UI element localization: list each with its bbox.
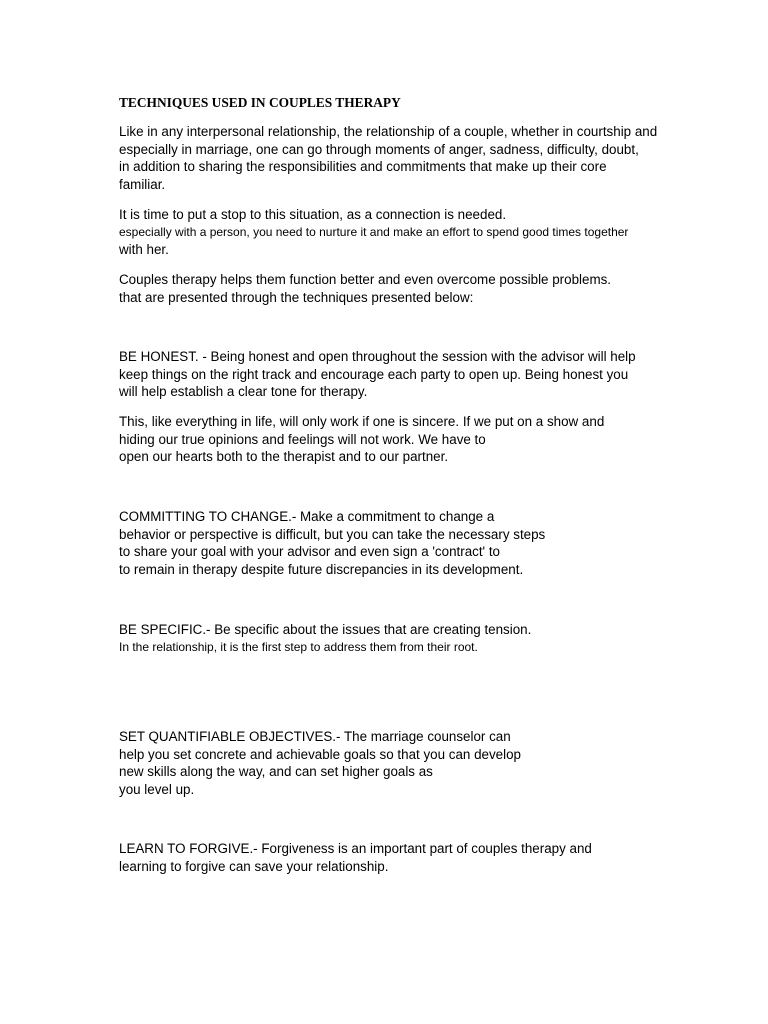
paragraph-line: behavior or perspective is difficult, but you can take the necessary steps [119, 526, 546, 542]
paragraph-line: This, like everything in life, will only work if one is sincere. If we put on a show and [119, 414, 605, 429]
section-set-quantifiable-objectives [119, 728, 679, 798]
paragraph-line: LEARN TO FORGIVE.- Forgiveness is an important part of couples therapy and [119, 841, 592, 856]
section-be-specific [119, 621, 679, 656]
paragraph-line: In the relationship, it is the first step to address them from their root. [119, 639, 478, 654]
paragraph-line: SET QUANTIFIABLE OBJECTIVES.- The marriage counselor can [119, 729, 511, 744]
paragraph-connection [119, 206, 679, 259]
paragraph-line: new skills along the way, and can set higher goals as [119, 764, 433, 780]
paragraph-line: BE HONEST. - Being honest and open throughout the session with the advisor will help [119, 349, 636, 364]
paragraph-sincerity [119, 413, 679, 466]
paragraph-line: to share your goal with your advisor and even sign a 'contract' to [119, 544, 501, 560]
paragraph-line: help you set concrete and achievable goals so that you can develop [119, 746, 521, 762]
document-title: TECHNIQUES USED IN COUPLES THERAPY [119, 95, 401, 110]
paragraph-line: COMMITTING TO CHANGE.- Make a commitment to change a [119, 509, 495, 524]
section-learn-to-forgive [119, 840, 679, 875]
section-be-honest [119, 348, 679, 401]
paragraph-techniques-intro [119, 271, 679, 306]
paragraph-line: that are presented through the techniques presented below: [119, 289, 474, 305]
paragraph-line: to remain in therapy despite future discrepancies in its development. [119, 561, 524, 577]
paragraph-line: open our hearts both to the therapist and to our partner. [119, 449, 449, 465]
paragraph-line: keep things on the right track and encourage each party to open up. Being honest you [119, 366, 629, 382]
paragraph-line: especially with a person, you need to nurture it and make an effort to spend good times together [119, 224, 629, 239]
paragraph-line: you level up. [119, 781, 195, 797]
paragraph-line: will help establish a clear tone for therapy. [119, 384, 368, 400]
paragraph-line: learning to forgive can save your relationship. [119, 858, 389, 874]
paragraph-line: BE SPECIFIC.- Be specific about the issues that are creating tension. [119, 622, 532, 637]
paragraph-line: Couples therapy helps them function better and even overcome possible problems. [119, 272, 612, 287]
paragraph-intro [119, 123, 679, 193]
paragraph-line: Like in any interpersonal relationship, the relationship of a couple, whether in courtship and [119, 124, 658, 139]
paragraph-line: with her. [119, 242, 169, 258]
section-committing-to-change [119, 508, 679, 578]
paragraph-line: in addition to sharing the responsibilities and commitments that make up their core [119, 159, 607, 175]
paragraph-line: especially in marriage, one can go through moments of anger, sadness, difficulty, doubt, [119, 141, 639, 157]
paragraph-line: familiar. [119, 176, 166, 192]
paragraph-line: hiding our true opinions and feelings will not work. We have to [119, 431, 486, 447]
paragraph-line: It is time to put a stop to this situation, as a connection is needed. [119, 207, 507, 222]
